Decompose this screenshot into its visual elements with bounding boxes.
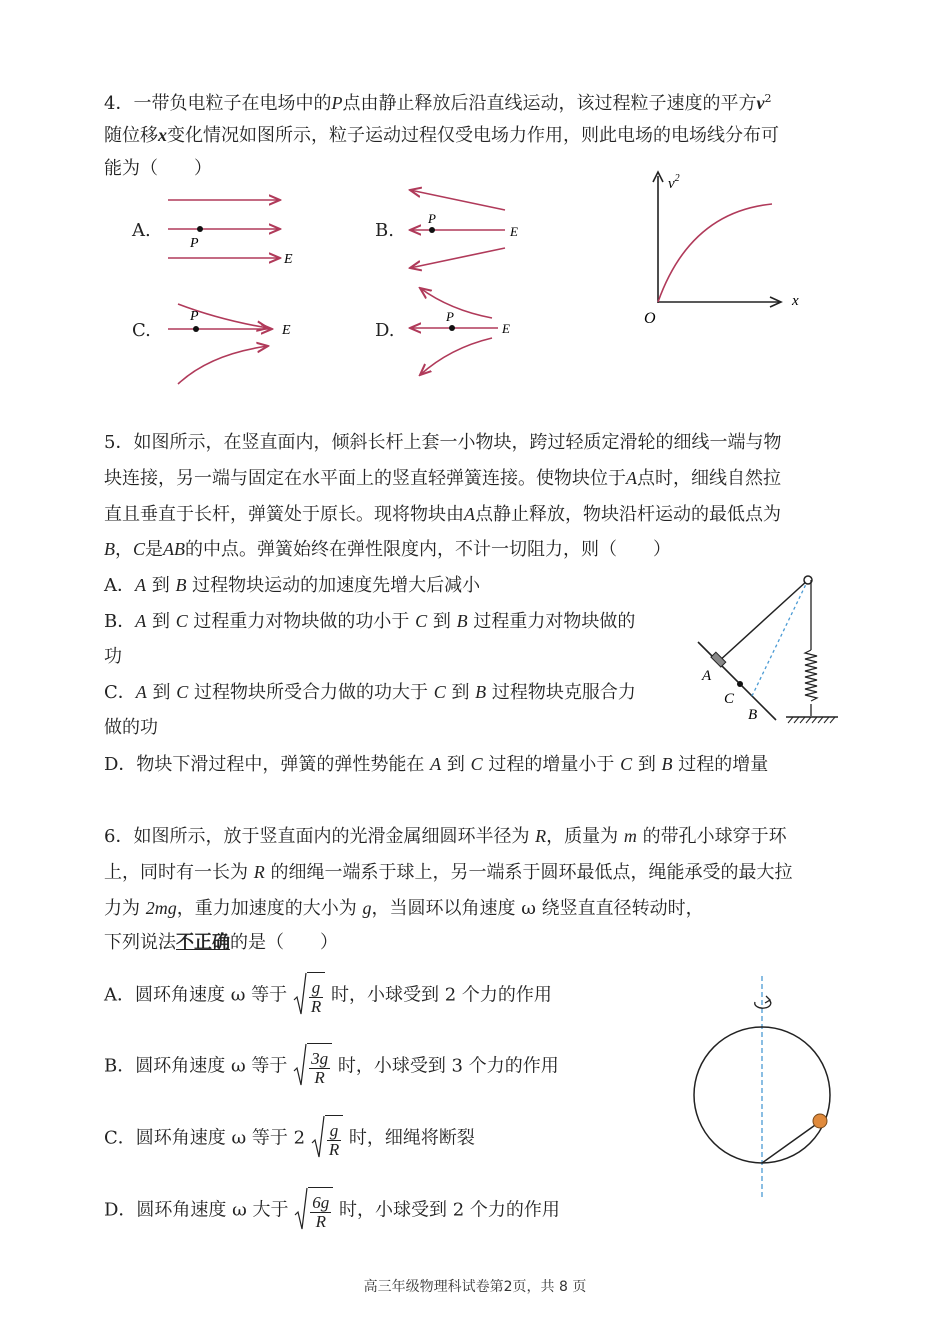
option-text-segment: 到 — [427, 611, 457, 632]
option-text-segment: A — [430, 754, 442, 774]
point-p — [449, 325, 455, 331]
point-c — [737, 681, 743, 687]
q6-stem-line1: 6．如图所示，放于竖直面内的光滑金属细圆环半径为 R，质量为 m 的带孔小球穿于环 — [104, 826, 787, 847]
option-text-segment: 过程物块运动的加速度先增大后减小 — [186, 575, 481, 596]
option-text-segment: 过程物块所受合力做的功大于 — [188, 682, 434, 703]
sqrt-fraction: $\frac{3g}{R}$ — [293, 1043, 332, 1090]
label-e: E — [510, 224, 518, 239]
option-text-segment: A — [135, 682, 147, 702]
label-a: A — [702, 668, 712, 684]
q5-option-d[interactable] — [104, 753, 768, 776]
label-e: E — [282, 323, 291, 338]
option-text-segment: B． — [104, 611, 136, 632]
label-p: P — [190, 309, 199, 324]
option-text-segment: 到 — [146, 611, 176, 632]
sqrt-fraction: $\frac{6g}{R}$ — [294, 1187, 333, 1234]
metal-ring — [694, 1027, 830, 1163]
spring — [805, 650, 817, 701]
option-text-segment: C — [176, 682, 189, 702]
q4-stem-line3: 能为（ ） — [104, 158, 212, 179]
q4-option-d-label[interactable]: D. — [375, 320, 395, 341]
option-text-segment: B — [456, 611, 468, 631]
option-text-segment: D．物块下滑过程中，弹簧的弹性势能在 — [104, 754, 431, 775]
q6-option-d[interactable]: D．圆环角速度 ω 大于 $\frac{6g}{R}$ 时，小球受到 2 个力的作用 — [104, 1187, 560, 1234]
option-text-segment: B — [661, 754, 673, 774]
point-p — [197, 226, 203, 232]
v2-curve — [658, 204, 772, 302]
q5-option-b-cont: 功 — [104, 646, 122, 667]
q6-rotating-ring-figure — [685, 972, 845, 1204]
q6-option-b[interactable]: B．圆环角速度 ω 等于 $\frac{3g}{R}$ 时，小球受到 3 个力的作用 — [104, 1043, 559, 1090]
q4-option-b-label[interactable]: B. — [375, 220, 394, 241]
ground-hatch — [788, 717, 835, 723]
q4-v2-x-graph — [630, 168, 820, 328]
option-text-segment: 到 — [146, 682, 177, 703]
q6-stem-line2: 上，同时有一长为 R 的细绳一端系于球上，另一端系于圆环最低点，绳能承受的最大拉 — [104, 862, 793, 883]
q4-option-a-field-diagram — [160, 185, 310, 275]
option-text-segment: A — [135, 611, 147, 631]
field-line — [420, 338, 492, 375]
label-p: P — [190, 236, 199, 251]
point-p — [193, 326, 199, 332]
option-text-segment: C — [470, 754, 483, 774]
string-a — [718, 580, 808, 662]
option-text-segment: 过程的增量小于 — [482, 754, 621, 775]
option-text-segment: A — [135, 575, 146, 595]
q5-stem-line4: B，C是AB的中点。弹簧始终在弹性限度内，不计一切阻力，则（ ） — [104, 539, 672, 560]
x-label: x — [792, 293, 799, 309]
option-text-segment: 过程重力对物块做的 — [467, 611, 636, 632]
block — [711, 652, 726, 667]
field-line — [178, 346, 268, 384]
label-p: P — [428, 211, 436, 226]
option-text-segment: B — [475, 682, 487, 702]
q5-option-c[interactable] — [104, 681, 636, 704]
q5-stem-line1: 5．如图所示，在竖直面内，倾斜长杆上套一小物块，跨过轻质定滑轮的细线一端与物 — [104, 432, 782, 453]
option-text-segment: 到 — [146, 575, 176, 596]
label-e: E — [284, 252, 293, 267]
label-e: E — [502, 321, 510, 336]
option-text-segment: C — [620, 754, 633, 774]
label-c: C — [724, 691, 735, 707]
option-text-segment: 过程重力对物块做的功小于 — [187, 611, 416, 632]
q5-rod-pulley-spring-figure — [690, 570, 850, 730]
field-line — [410, 190, 505, 210]
option-text-segment: C — [433, 682, 446, 702]
sqrt-fraction: $\frac{g}{R}$ — [311, 1115, 343, 1162]
sqrt-fraction: $\frac{g}{R}$ — [293, 972, 325, 1019]
field-line — [410, 248, 505, 268]
q4-stem-line2: 随位移x变化情况如图所示，粒子运动过程仅受电场力作用，则此电场的电场线分布可 — [104, 125, 779, 146]
q4-option-b-field-diagram — [400, 180, 540, 275]
option-text-segment: 到 — [441, 754, 471, 775]
q6-option-c[interactable]: C．圆环角速度 ω 等于 2 $\frac{g}{R}$ 时，细绳将断裂 — [104, 1115, 475, 1162]
q6-option-a[interactable]: A．圆环角速度 ω 等于 $\frac{g}{R}$ 时，小球受到 2 个力的作用 — [104, 972, 552, 1019]
q4-stem-line1: 4．一带负电粒子在电场中的P点由静止释放后沿直线运动，该过程粒子速度的平方$v^2$ — [104, 92, 772, 114]
ball — [813, 1114, 827, 1128]
point-p — [429, 227, 435, 233]
q4-option-c-label[interactable]: C. — [132, 320, 151, 341]
field-line — [420, 288, 492, 318]
string-b-dashed — [752, 580, 808, 696]
q6-stem-line3: 力为 2mg，重力加速度的大小为 g，当圆环以角速度 ω 绕竖直直径转动时， — [104, 898, 704, 919]
option-text-segment: 过程的增量 — [672, 754, 769, 775]
q4-option-d-field-diagram — [400, 280, 540, 390]
q5-option-a[interactable] — [104, 574, 480, 597]
label-b: B — [748, 707, 758, 723]
option-text-segment: 到 — [445, 682, 476, 703]
option-text-segment: C — [175, 611, 188, 631]
option-text-segment: B — [175, 575, 187, 595]
page-footer: 高三年级物理科试卷第2页，共 8 页 — [363, 1279, 587, 1295]
option-text-segment: 到 — [632, 754, 662, 775]
emphasis-not-correct: 不正确 — [176, 932, 230, 953]
origin-label: O — [644, 310, 656, 327]
option-text-segment: 过程物块克服合力 — [486, 682, 636, 703]
q4-option-c-field-diagram — [160, 290, 310, 390]
label-p: P — [446, 309, 454, 324]
q5-stem-line2: 块连接，另一端与固定在水平面上的竖直轻弹簧连接。使物块位于A点时，细线自然拉 — [104, 468, 781, 489]
q4-option-a-label[interactable]: A. — [132, 220, 151, 241]
y-label: $v^2$ — [668, 173, 680, 192]
option-text-segment: A． — [104, 575, 135, 596]
option-text-segment: C — [415, 611, 428, 631]
q5-stem-line3: 直且垂直于长杆，弹簧处于原长。现将物块由A点静止释放，物块沿杆运动的最低点为 — [104, 504, 781, 525]
option-text-segment: C． — [104, 682, 136, 703]
q5-option-b[interactable] — [104, 610, 635, 633]
q5-option-c-cont: 做的功 — [104, 717, 158, 738]
q6-stem-line4: 下列说法不正确的是（ ） — [104, 932, 338, 953]
